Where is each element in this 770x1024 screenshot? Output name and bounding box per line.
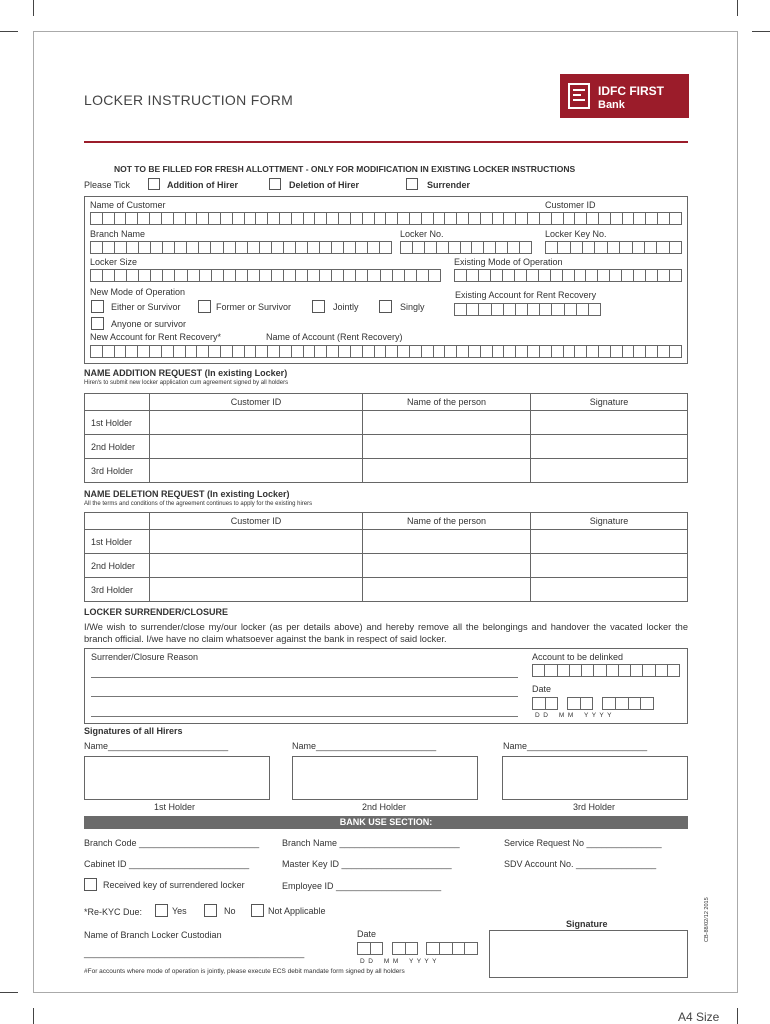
- row-label: 2nd Holder: [85, 554, 150, 578]
- rekyc-na-checkbox[interactable]: [251, 904, 264, 917]
- name-cell[interactable]: [363, 554, 531, 578]
- master-key-field[interactable]: Master Key ID ______________________: [282, 859, 452, 869]
- deletion-checkbox[interactable]: [269, 178, 281, 190]
- rekyc-yes-label: Yes: [172, 906, 187, 916]
- new-mode-label: New Mode of Operation: [90, 287, 186, 297]
- bank-date-month[interactable]: [392, 942, 418, 955]
- crop-mark: [0, 31, 18, 32]
- form-title: LOCKER INSTRUCTION FORM: [84, 92, 294, 108]
- bank-use-bar: BANK USE SECTION:: [84, 816, 688, 829]
- name-cell[interactable]: [363, 435, 531, 459]
- bank-date-format: D D M M Y Y Y Y: [360, 958, 437, 965]
- table-row: [85, 435, 688, 459]
- deletion-col-blank: [85, 513, 150, 530]
- row-label: 2nd Holder: [85, 435, 150, 459]
- addition-col-name: Name of the person: [363, 394, 531, 411]
- customer-id-cell[interactable]: [150, 435, 363, 459]
- row-label: 1st Holder: [85, 411, 150, 435]
- hirer-3-signature-box[interactable]: [502, 756, 688, 800]
- received-key-label: Received key of surrendered locker: [103, 880, 245, 890]
- existing-mode-boxes[interactable]: [454, 269, 682, 282]
- hirer-3-caption: 3rd Holder: [573, 802, 616, 812]
- surrender-declaration: I/We wish to surrender/close my/our locker (as per details above) and hereby remove all the belongings and handover the vacated locker the branch official. I/we have no claim whatsoever against the bank in respect of said locker.: [84, 622, 688, 644]
- surrender-date-year[interactable]: [602, 697, 654, 710]
- surrender-label: Surrender: [427, 180, 471, 190]
- table-row: [85, 411, 688, 435]
- jointly-label: Jointly: [333, 302, 359, 312]
- addition-table: [84, 393, 688, 483]
- employee-id-field[interactable]: Employee ID _____________________: [282, 881, 442, 891]
- notice-text: NOT TO BE FILLED FOR FRESH ALLOTTMENT - ONLY FOR MODIFICATION IN EXISTING LOCKER INSTRUCTIONS: [114, 164, 576, 174]
- name-cell[interactable]: [363, 411, 531, 435]
- singly-label: Singly: [400, 302, 425, 312]
- hirer-2-caption: 2nd Holder: [362, 802, 407, 812]
- former-survivor-checkbox[interactable]: [198, 300, 211, 313]
- delink-account-boxes[interactable]: [532, 664, 680, 677]
- customer-id-cell[interactable]: [150, 411, 363, 435]
- existing-mode-label: Existing Mode of Operation: [454, 257, 563, 267]
- account-name-label: Name of Account (Rent Recovery): [266, 332, 403, 342]
- deletion-title: NAME DELETION REQUEST (In existing Locker): [84, 489, 290, 499]
- name-cell[interactable]: [363, 459, 531, 483]
- hirer-1-signature-box[interactable]: [84, 756, 270, 800]
- row-label: 3rd Holder: [85, 459, 150, 483]
- crop-mark: [737, 0, 738, 16]
- rekyc-yes-checkbox[interactable]: [155, 904, 168, 917]
- header-rule: [84, 141, 688, 143]
- addition-col-signature: Signature: [531, 394, 688, 411]
- table-row: [85, 554, 688, 578]
- logo-text-line1: IDFC FIRST: [598, 84, 664, 98]
- locker-key-no-boxes[interactable]: [545, 241, 682, 254]
- crop-mark: [33, 0, 34, 16]
- hirer-2-signature-box[interactable]: [292, 756, 478, 800]
- hirer-2-name[interactable]: Name________________________: [292, 741, 437, 751]
- either-survivor-label: Either or Survivor: [111, 302, 181, 312]
- bank-date-label: Date: [357, 929, 377, 939]
- deletion-col-name: Name of the person: [363, 513, 531, 530]
- signature-cell[interactable]: [531, 578, 688, 602]
- customer-id-cell[interactable]: [150, 578, 363, 602]
- locker-key-no-label: Locker Key No.: [545, 229, 607, 239]
- hirer-1-caption: 1st Holder: [154, 802, 196, 812]
- branch-name-boxes[interactable]: [90, 241, 392, 254]
- table-row: [85, 578, 688, 602]
- deletion-table: [84, 512, 688, 602]
- former-survivor-label: Former or Survivor: [216, 302, 292, 312]
- customer-id-cell[interactable]: [150, 459, 363, 483]
- bank-signature-label: Signature: [566, 919, 608, 929]
- signatures-title: Signatures of all Hirers: [84, 726, 183, 736]
- crop-mark: [33, 1008, 34, 1024]
- anyone-survivor-checkbox[interactable]: [91, 317, 104, 330]
- addition-col-customer-id: Customer ID: [150, 394, 363, 411]
- surrender-date-day[interactable]: [532, 697, 558, 710]
- sdv-account-field[interactable]: SDV Account No. ________________: [504, 859, 657, 869]
- deletion-label: Deletion of Hirer: [289, 180, 360, 190]
- branch-name-label: Branch Name: [90, 229, 146, 239]
- deletion-note: All the terms and conditions of the agreement continues to apply for the existing hirers: [84, 501, 313, 507]
- signature-cell[interactable]: [531, 411, 688, 435]
- bank-date-year[interactable]: [426, 942, 478, 955]
- hirer-1-name[interactable]: Name________________________: [84, 741, 229, 751]
- anyone-survivor-label: Anyone or survivor: [111, 319, 187, 329]
- row-label: 1st Holder: [85, 530, 150, 554]
- hirer-3-name[interactable]: Name________________________: [503, 741, 648, 751]
- service-request-field[interactable]: Service Request No _______________: [504, 838, 662, 848]
- addition-col-blank: [85, 394, 150, 411]
- rekyc-no-checkbox[interactable]: [204, 904, 217, 917]
- locker-size-boxes[interactable]: [90, 269, 441, 282]
- locker-size-label: Locker Size: [90, 257, 138, 267]
- table-row: [85, 530, 688, 554]
- name-cell[interactable]: [363, 530, 531, 554]
- logo-mark-icon: [568, 83, 590, 109]
- row-label: 3rd Holder: [85, 578, 150, 602]
- existing-account-boxes[interactable]: [454, 303, 601, 316]
- form-code: CB-88/02/12 2015: [704, 897, 710, 942]
- customer-name-boxes[interactable]: [90, 212, 682, 225]
- reason-line-1[interactable]: [91, 677, 518, 678]
- rekyc-na-label: Not Applicable: [268, 906, 326, 916]
- logo-text-line2: Bank: [598, 99, 625, 111]
- received-key-checkbox[interactable]: [84, 878, 97, 891]
- delink-account-label: Account to be delinked: [532, 652, 624, 662]
- jointly-checkbox[interactable]: [312, 300, 325, 313]
- surrender-title: LOCKER SURRENDER/CLOSURE: [84, 607, 229, 617]
- customer-id-cell[interactable]: [150, 554, 363, 578]
- locker-no-boxes[interactable]: [400, 241, 532, 254]
- addition-title: NAME ADDITION REQUEST (In existing Locker): [84, 368, 288, 378]
- customer-name-label: Name of Customer: [90, 200, 166, 210]
- bank-logo: [560, 74, 689, 118]
- deletion-col-signature: Signature: [531, 513, 688, 530]
- crop-mark: [0, 992, 18, 993]
- either-survivor-checkbox[interactable]: [91, 300, 104, 313]
- addition-checkbox[interactable]: [148, 178, 160, 190]
- table-row: [85, 459, 688, 483]
- reason-line-3[interactable]: [91, 716, 518, 717]
- bank-signature-box[interactable]: [489, 930, 688, 978]
- addition-label: Addition of Hirer: [167, 180, 238, 190]
- surrender-checkbox[interactable]: [406, 178, 418, 190]
- addition-note: Hirer/s to submit new locker application cum agreement signed by all holders: [84, 380, 289, 386]
- signature-cell[interactable]: [531, 554, 688, 578]
- surrender-date-label: Date: [532, 684, 552, 694]
- signature-cell[interactable]: [531, 435, 688, 459]
- bank-date-day[interactable]: [357, 942, 383, 955]
- surrender-date-month[interactable]: [567, 697, 593, 710]
- new-account-label: New Account for Rent Recovery*: [90, 332, 222, 342]
- footnote: #For accounts where mode of operation is jointly, please execute ECS debit mandate form signed by all holders: [84, 968, 405, 975]
- page-size-label: A4 Size: [678, 1010, 720, 1024]
- surrender-date-format: D D M M Y Y Y Y: [535, 712, 612, 719]
- custodian-name-line[interactable]: ____________________________________________: [84, 948, 305, 958]
- branch-code-field[interactable]: Branch Code ________________________: [84, 838, 260, 848]
- signature-cell[interactable]: [531, 530, 688, 554]
- cabinet-id-field[interactable]: Cabinet ID ________________________: [84, 859, 250, 869]
- crop-mark: [737, 1008, 738, 1024]
- custodian-label: Name of Branch Locker Custodian: [84, 930, 222, 940]
- crop-mark: [752, 31, 770, 32]
- name-cell[interactable]: [363, 578, 531, 602]
- please-tick-label: Please Tick: [84, 180, 131, 190]
- deletion-col-customer-id: Customer ID: [150, 513, 363, 530]
- locker-no-label: Locker No.: [400, 229, 444, 239]
- rekyc-no-label: No: [224, 906, 236, 916]
- customer-id-label: Customer ID: [545, 200, 596, 210]
- existing-account-label: Existing Account for Rent Recovery: [455, 290, 597, 300]
- branch-name-field[interactable]: Branch Name ________________________: [282, 838, 460, 848]
- signature-cell[interactable]: [531, 459, 688, 483]
- new-account-boxes[interactable]: [90, 345, 682, 358]
- reason-line-2[interactable]: [91, 696, 518, 697]
- surrender-reason-label: Surrender/Closure Reason: [91, 652, 199, 662]
- rekyc-label: *Re-KYC Due:: [84, 907, 143, 917]
- singly-checkbox[interactable]: [379, 300, 392, 313]
- customer-id-cell[interactable]: [150, 530, 363, 554]
